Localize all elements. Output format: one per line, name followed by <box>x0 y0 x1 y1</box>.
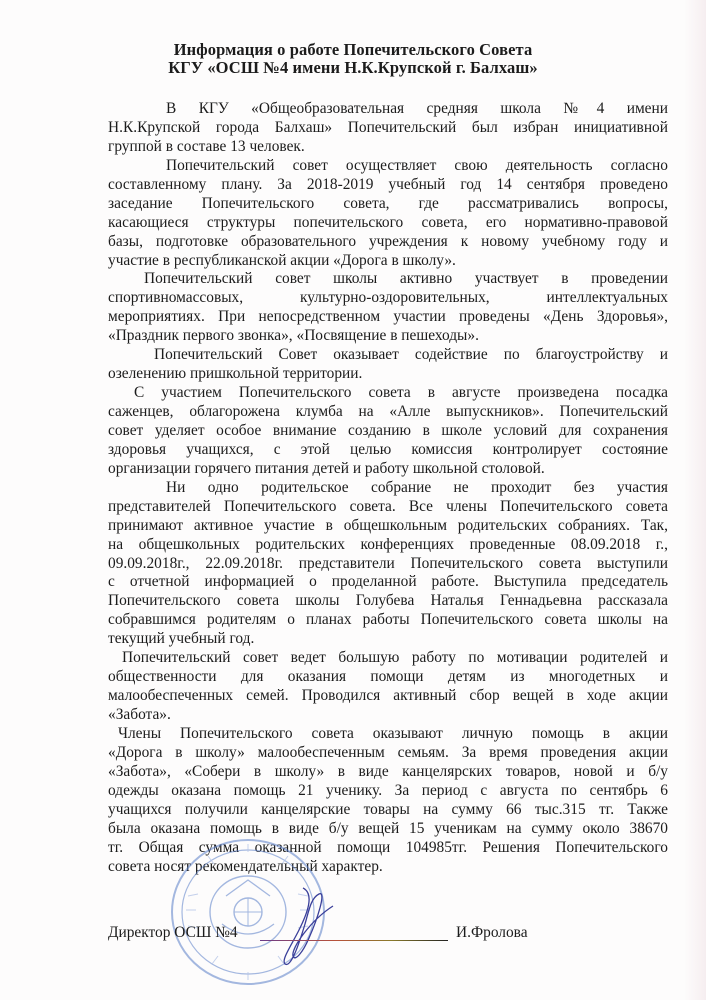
signature-line <box>260 940 448 941</box>
text-line: базы, подготовке образовательного учреждения к новому учебному году и <box>108 232 668 250</box>
page-edge-shadow <box>684 0 706 1000</box>
text-line: представителей Попечительского совета. Все члены Попечительского совета <box>108 497 668 515</box>
text-line: Попечительский совет ведет большую работу по мотивации родителей и <box>122 649 668 667</box>
text-line: Н.К.Крупской города Балхаш» Попечительский был избран инициативной <box>108 118 668 136</box>
text-line: совета носят рекомендательный характер. <box>108 857 383 875</box>
text-line: спортивномассовых, культурно-оздоровительных, интеллектуальных <box>108 289 668 307</box>
text-line: с отчетной информацией о проделанной работе. Выступила председатель <box>108 573 668 591</box>
text-line: «Забота», «Собери в школу» в виде канцелярских товаров, новой и б/у <box>108 762 668 780</box>
text-line: составленному плану. За 2018-2019 учебный год 14 сентября проведено <box>108 175 668 193</box>
text-line: тг. Общая сумма оказанной помощи 104985тг. Решения Попечительского <box>108 838 668 856</box>
text-line: организации горячего питания детей и работу школьной столовой. <box>108 459 545 477</box>
text-line: была оказана помощь в виде б/у вещей 15 ученикам на сумму около 38670 <box>108 819 668 837</box>
document-body <box>108 100 668 876</box>
text-line: собравшимся родителям о планах работы Попечительского совета школы на <box>108 611 668 629</box>
text-line: Попечительский совет осуществляет свою деятельность согласно <box>166 156 668 174</box>
text-line: здоровья учащихся, с этой целью комиссия контролирует состояние <box>108 440 668 458</box>
text-line: «Дорога в школу» малообеспеченным семьям. За время проведения акции <box>108 743 668 761</box>
text-line: Члены Попечительского совета оказывают личную помощь в акции <box>118 724 668 742</box>
text-line: В КГУ «Общеобразовательная средняя школа №4 имени <box>166 100 668 117</box>
text-line: одежды оказана помощь 21 ученику. За период с августа по сентябрь 6 <box>108 781 668 799</box>
signatory-position: Директор ОСШ №4 <box>108 924 238 941</box>
text-line: участие в республиканской акции «Дорога в школу». <box>108 251 456 269</box>
text-line: саженцев, облагорожена клумба на «Алле выпускников». Попечительский <box>108 403 668 420</box>
text-line: текущий учебный год. <box>108 630 255 648</box>
text-line: С участием Попечительского совета в августе произведена посадка <box>134 384 668 402</box>
document-title-line-1: Информация о работе Попечительского Совета <box>173 40 533 59</box>
text-line: на общешкольных родительских конференциях проведенные 08.09.2018 г., <box>108 535 668 553</box>
signatory-name: И.Фролова <box>456 924 528 941</box>
document-title-line-2: КГУ «ОСШ №4 имени Н.К.Крупской г. Балхаш» <box>168 58 538 77</box>
text-line: 09.09.2018г., 22.09.2018г. представители Попечительского совета выступили <box>108 554 668 572</box>
text-line: Ни одно родительское собрание не проходит без участия <box>166 478 668 496</box>
signature-block <box>108 924 568 944</box>
text-line: заседание Попечительского совета, где рассматривались вопросы, <box>108 194 668 212</box>
text-line: учащихся получили канцелярские товары на сумму 66 тыс.315 тг. Также <box>108 800 668 818</box>
text-line: принимают активное участие в общешкольным родительских собраниях. Так, <box>108 516 668 534</box>
text-line: касающиеся структуры попечительского совета, его нормативно-правовой <box>108 213 668 231</box>
text-line: Попечительский совет школы активно участвует в проведении <box>144 270 668 288</box>
text-line: совет уделяет особое внимание созданию в школе условий для сохранения <box>108 421 668 439</box>
text-line: общественности для оказания помощи детям из многодетных и <box>108 668 668 686</box>
text-line: Попечительский Совет оказывает содействие по благоустройству и <box>154 346 668 364</box>
text-line: «Забота». <box>108 706 171 723</box>
text-line: «Праздник первого звонка», «Посвящение в пешеходы». <box>108 327 479 345</box>
text-line: мероприятиях. При непосредственном участии проведены «День Здоровья», <box>108 308 668 326</box>
text-line: группой в составе 13 человек. <box>108 137 305 155</box>
text-line: озеленению пришкольной территории. <box>108 365 363 383</box>
text-line: малообеспеченных семей. Проводился активный сбор вещей в ходе акции <box>108 687 668 705</box>
text-line: Попечительского совета школы Голубева Наталья Геннадьевна рассказала <box>108 592 668 610</box>
